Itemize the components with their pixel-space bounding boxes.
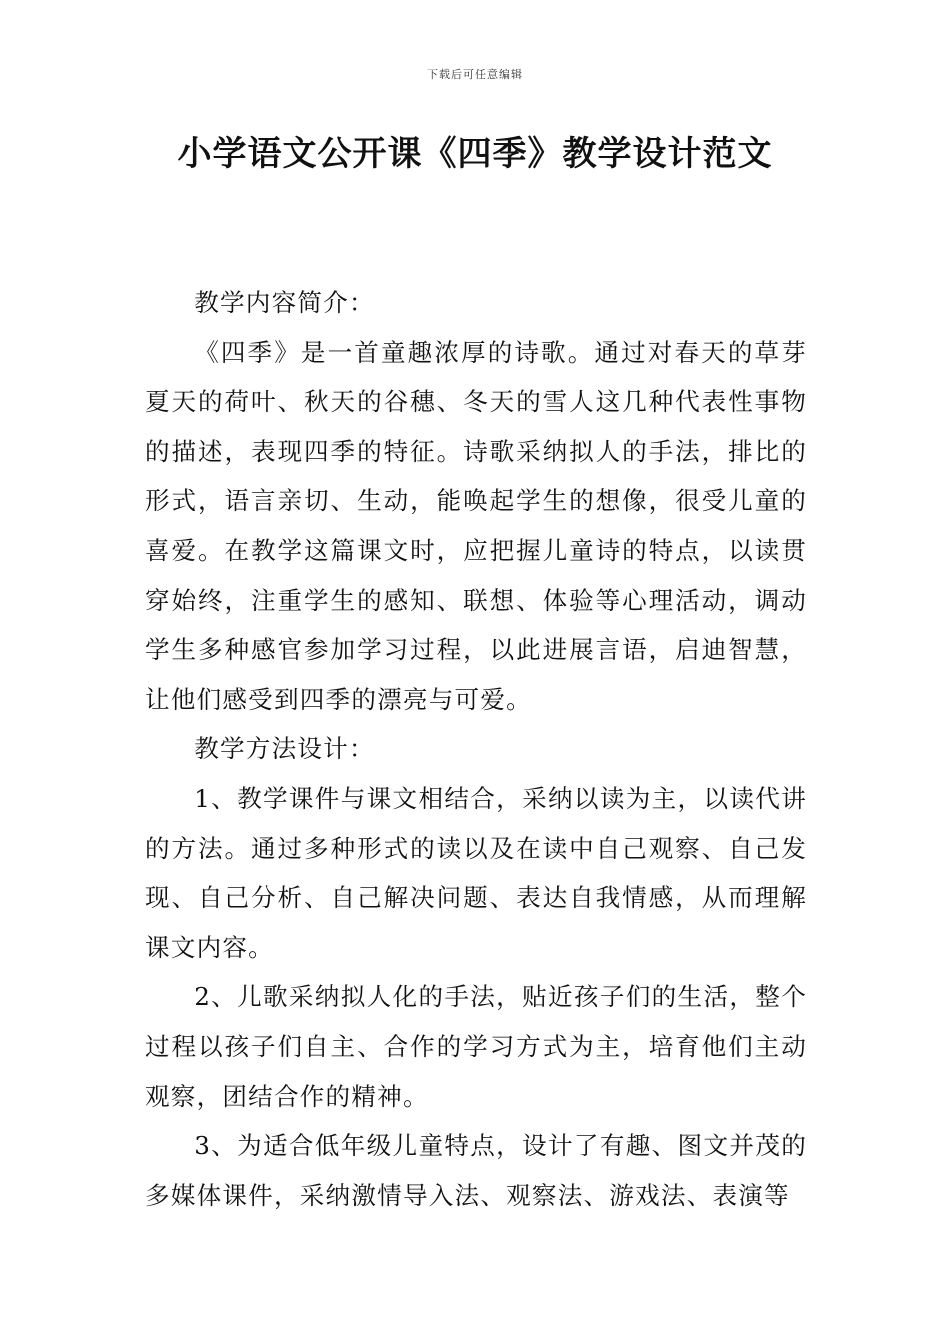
section-heading-method-design: 教学方法设计： (194, 734, 375, 764)
paragraph-content-intro: 《四季》是一首童趣浓厚的诗歌。通过对春天的草芽夏天的荷叶、秋天的谷穗、冬天的雪人这几种代表性事物的描述，表现四季的特征。诗歌采纳拟人的手法，排比的形式，语言亲切、生动，能唤起学生的想像，很受儿童的喜爱。在教学这篇课文时，应把握儿童诗的特点，以读贯穿始终，注重学生的感知、联想、体验等心理活动，调动学生多种感官参加学习过程，以此进展言语，启迪智慧，让他们感受到四季的漂亮与可爱。 (145, 337, 807, 714)
document-body (145, 278, 807, 1220)
section-heading-content-intro: 教学内容简介： (194, 288, 375, 317)
paragraph-method-2: 2、儿歌采纳拟人化的手法，贴近孩子们的生活，整个过程以孩子们自主、合作的学习方式为主，培育他们主动观察，团结合作的精神。 (145, 982, 807, 1111)
header-note: 下载后可任意编辑 (427, 68, 523, 81)
paragraph-method-3: 3、为适合低年级儿童特点，设计了有趣、图文并茂的多媒体课件，采纳激情导入法、观察法、游戏法、表演等 (145, 1131, 807, 1210)
document-title: 小学语文公开课《四季》教学设计范文 (177, 134, 773, 174)
paragraph-method-1: 1、教学课件与课文相结合，采纳以读为主，以读代讲的方法。通过多种形式的读以及在读中自己观察、自己发现、自己分析、自己解决问题、表达自我情感，从而理解课文内容。 (145, 783, 807, 962)
